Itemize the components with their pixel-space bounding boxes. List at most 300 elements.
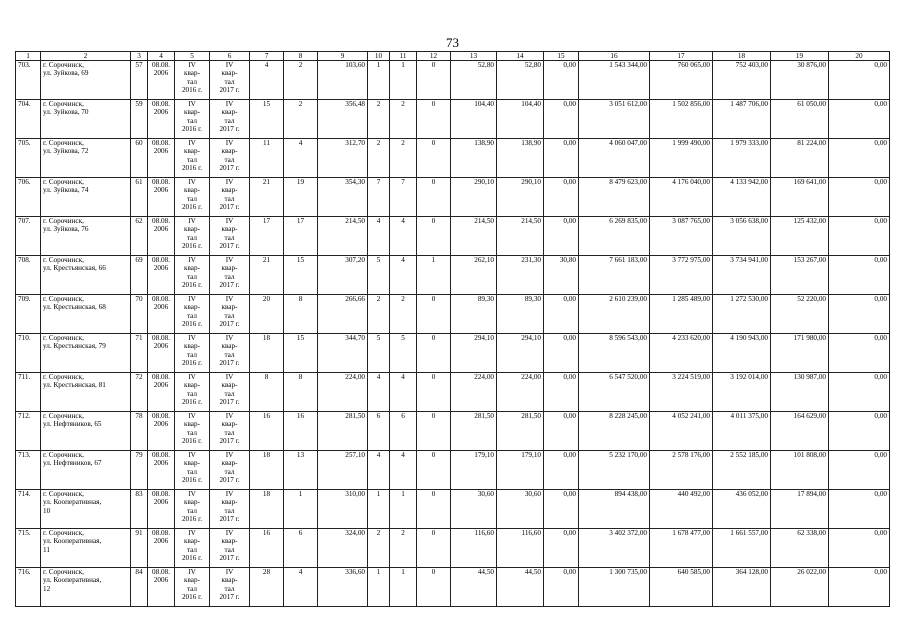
end-quarter-line: квар-: [221, 303, 238, 312]
col17-cell: 2 578 176,00: [650, 451, 713, 490]
col15-cell: 0,00: [544, 412, 579, 451]
address-line: г. Сорочинск,: [43, 490, 84, 498]
date-cell: [148, 61, 175, 100]
col18-cell: 1 979 333,00: [713, 139, 771, 178]
address-cell: [41, 217, 131, 256]
end-quarter-line: 2017 г.: [219, 358, 240, 367]
start-quarter-line: IV: [188, 295, 196, 303]
address-cell: [41, 568, 131, 607]
end-quarter-line: IV: [225, 412, 234, 420]
table-row: [16, 490, 890, 529]
col7-cell: 11: [250, 139, 284, 178]
col13-cell: 262,10: [451, 256, 497, 295]
row-number-cell: 704.: [16, 100, 41, 139]
end-quarter-cell: [210, 256, 250, 295]
data-table: [15, 51, 890, 607]
start-quarter-line: квар-: [184, 264, 200, 273]
end-quarter-line: IV: [225, 217, 234, 225]
column-header-14: 14: [497, 52, 544, 61]
col11-cell: 2: [390, 100, 417, 139]
col18-cell: 4 011 375,00: [713, 412, 771, 451]
address-cell: [41, 178, 131, 217]
col3-cell: 79: [131, 451, 148, 490]
start-quarter-line: тал: [186, 311, 198, 320]
col13-cell: 89,30: [451, 295, 497, 334]
end-quarter-line: тал: [224, 545, 235, 554]
col19-cell: 164 629,00: [771, 412, 829, 451]
col3-cell: 69: [131, 256, 148, 295]
start-quarter-line: IV: [188, 256, 196, 264]
start-quarter-line: тал: [186, 545, 198, 554]
date-line: 2006: [153, 498, 169, 507]
col12-cell: 0: [417, 529, 451, 568]
col8-cell: 8: [284, 295, 318, 334]
col7-cell: 15: [250, 100, 284, 139]
col8-cell: 4: [284, 139, 318, 178]
col8-cell: 13: [284, 451, 318, 490]
col20-cell: 0,00: [829, 100, 890, 139]
address-cell: [41, 529, 131, 568]
start-quarter-line: 2016 г.: [181, 592, 203, 601]
end-quarter-line: квар-: [221, 381, 238, 390]
column-header-4: 4: [148, 52, 175, 61]
end-quarter-line: IV: [225, 568, 234, 576]
end-quarter-cell: [210, 100, 250, 139]
date-cell: [148, 178, 175, 217]
start-quarter-line: IV: [188, 139, 196, 147]
col10-cell: 1: [368, 490, 390, 529]
address-line: ул. Зуйкова, 76: [43, 225, 89, 234]
end-quarter-line: IV: [225, 100, 234, 108]
start-quarter-cell: [175, 178, 210, 217]
start-quarter-line: IV: [188, 568, 196, 576]
col10-cell: 2: [368, 100, 390, 139]
date-line: 2006: [153, 420, 169, 429]
row-number-cell: 703.: [16, 61, 41, 100]
end-quarter-cell: [210, 295, 250, 334]
address-line: ул. Нефтяников, 65: [43, 420, 102, 429]
address-line: г. Сорочинск,: [43, 529, 84, 537]
start-quarter-cell: [175, 139, 210, 178]
address-cell: [41, 490, 131, 529]
row-number-cell: 713.: [16, 451, 41, 490]
column-header-3: 3: [131, 52, 148, 61]
total-cost-cell: 894 438,00: [579, 490, 650, 529]
date-line: 2006: [153, 147, 169, 156]
end-quarter-line: 2017 г.: [219, 553, 240, 562]
col10-cell: 4: [368, 217, 390, 256]
col19-cell: 81 224,00: [771, 139, 829, 178]
start-quarter-cell: [175, 217, 210, 256]
end-quarter-cell: [210, 490, 250, 529]
date-line: 08.08.: [152, 178, 170, 186]
col20-cell: 0,00: [829, 490, 890, 529]
start-quarter-line: 2016 г.: [181, 163, 203, 172]
col12-cell: 0: [417, 178, 451, 217]
col13-cell: 179,10: [451, 451, 497, 490]
end-quarter-line: 2017 г.: [219, 319, 240, 328]
col18-cell: 752 403,00: [713, 61, 771, 100]
start-quarter-line: квар-: [184, 537, 200, 546]
start-quarter-line: 2016 г.: [181, 397, 203, 406]
start-quarter-line: тал: [186, 194, 198, 203]
start-quarter-line: квар-: [184, 69, 200, 78]
date-line: 08.08.: [152, 139, 170, 147]
address-cell: [41, 295, 131, 334]
date-line: 2006: [153, 69, 169, 78]
column-header-8: 8: [284, 52, 318, 61]
date-cell: [148, 451, 175, 490]
col15-cell: 0,00: [544, 61, 579, 100]
row-number-cell: 709.: [16, 295, 41, 334]
end-quarter-line: тал: [224, 155, 235, 164]
address-cell: [41, 373, 131, 412]
col10-cell: 2: [368, 139, 390, 178]
start-quarter-line: IV: [188, 451, 196, 459]
area-cell: 336,60: [318, 568, 368, 607]
col15-cell: 0,00: [544, 178, 579, 217]
end-quarter-cell: [210, 373, 250, 412]
col14-cell: 281,50: [497, 412, 544, 451]
end-quarter-line: тал: [224, 116, 235, 125]
address-line: ул. Зуйкова, 74: [43, 186, 89, 195]
date-line: 08.08.: [152, 490, 170, 498]
address-line: 10: [43, 506, 51, 515]
address-line: ул. Крестьянская, 79: [43, 342, 106, 351]
end-quarter-cell: [210, 568, 250, 607]
col18-cell: 1 661 557,00: [713, 529, 771, 568]
col11-cell: 7: [390, 178, 417, 217]
col12-cell: 0: [417, 100, 451, 139]
area-cell: 266,66: [318, 295, 368, 334]
date-cell: [148, 412, 175, 451]
end-quarter-line: тал: [224, 428, 235, 437]
end-quarter-line: 2017 г.: [219, 241, 240, 250]
end-quarter-line: квар-: [221, 537, 238, 546]
col20-cell: 0,00: [829, 256, 890, 295]
table-row: [16, 256, 890, 295]
column-header-13: 13: [451, 52, 497, 61]
col19-cell: 169 641,00: [771, 178, 829, 217]
col3-cell: 83: [131, 490, 148, 529]
col3-cell: 57: [131, 61, 148, 100]
col8-cell: 8: [284, 373, 318, 412]
end-quarter-line: квар-: [221, 264, 238, 273]
end-quarter-line: тал: [224, 311, 235, 320]
col17-cell: 3 224 519,00: [650, 373, 713, 412]
total-cost-cell: 6 269 835,00: [579, 217, 650, 256]
row-number-cell: 716.: [16, 568, 41, 607]
col8-cell: 17: [284, 217, 318, 256]
column-header-16: 16: [579, 52, 650, 61]
row-number-cell: 714.: [16, 490, 41, 529]
col12-cell: 0: [417, 334, 451, 373]
column-header-5: 5: [175, 52, 210, 61]
col3-cell: 78: [131, 412, 148, 451]
end-quarter-line: квар-: [221, 147, 238, 156]
total-cost-cell: 8 228 245,00: [579, 412, 650, 451]
end-quarter-line: IV: [225, 334, 234, 342]
col18-cell: 1 487 706,00: [713, 100, 771, 139]
col17-cell: 1 678 477,00: [650, 529, 713, 568]
col13-cell: 138,90: [451, 139, 497, 178]
date-line: 08.08.: [152, 373, 170, 381]
col12-cell: 0: [417, 295, 451, 334]
end-quarter-cell: [210, 178, 250, 217]
address-cell: [41, 256, 131, 295]
address-cell: [41, 139, 131, 178]
total-cost-cell: 1 300 735,00: [579, 568, 650, 607]
start-quarter-cell: [175, 61, 210, 100]
start-quarter-cell: [175, 256, 210, 295]
col17-cell: 640 585,00: [650, 568, 713, 607]
total-cost-cell: 3 402 372,00: [579, 529, 650, 568]
col14-cell: 30,60: [497, 490, 544, 529]
start-quarter-line: квар-: [184, 108, 200, 117]
col12-cell: 0: [417, 61, 451, 100]
start-quarter-line: IV: [188, 217, 196, 225]
col8-cell: 6: [284, 529, 318, 568]
col19-cell: 61 050,00: [771, 100, 829, 139]
start-quarter-line: тал: [186, 467, 198, 476]
end-quarter-line: квар-: [221, 420, 238, 429]
col18-cell: 3 056 638,00: [713, 217, 771, 256]
col14-cell: 294,10: [497, 334, 544, 373]
col19-cell: 125 432,00: [771, 217, 829, 256]
end-quarter-line: 2017 г.: [219, 436, 240, 445]
col15-cell: 0,00: [544, 451, 579, 490]
date-cell: [148, 529, 175, 568]
col11-cell: 2: [390, 295, 417, 334]
date-line: 08.08.: [152, 295, 170, 303]
col13-cell: 116,60: [451, 529, 497, 568]
col10-cell: 4: [368, 373, 390, 412]
start-quarter-line: тал: [186, 155, 198, 164]
date-line: 08.08.: [152, 451, 170, 459]
col15-cell: 0,00: [544, 139, 579, 178]
end-quarter-line: IV: [225, 256, 234, 264]
date-cell: [148, 100, 175, 139]
col7-cell: 28: [250, 568, 284, 607]
end-quarter-line: квар-: [221, 342, 238, 351]
col17-cell: 4 176 040,00: [650, 178, 713, 217]
header-row: [16, 52, 890, 61]
column-header-6: 6: [210, 52, 250, 61]
table-row: [16, 178, 890, 217]
start-quarter-line: 2016 г.: [181, 358, 203, 367]
end-quarter-line: 2017 г.: [219, 124, 240, 133]
col11-cell: 4: [390, 451, 417, 490]
col12-cell: 0: [417, 139, 451, 178]
area-cell: 354,30: [318, 178, 368, 217]
date-line: 2006: [153, 108, 169, 117]
end-quarter-line: 2017 г.: [219, 202, 240, 211]
start-quarter-line: квар-: [184, 576, 200, 585]
end-quarter-line: тал: [224, 194, 235, 203]
date-line: 2006: [153, 576, 169, 585]
col15-cell: 0,00: [544, 529, 579, 568]
address-line: г. Сорочинск,: [43, 217, 84, 225]
start-quarter-line: 2016 г.: [181, 280, 203, 289]
total-cost-cell: 4 060 047,00: [579, 139, 650, 178]
col7-cell: 4: [250, 61, 284, 100]
column-header-19: 19: [771, 52, 829, 61]
total-cost-cell: 2 610 239,00: [579, 295, 650, 334]
col12-cell: 0: [417, 373, 451, 412]
col17-cell: 760 065,00: [650, 61, 713, 100]
column-header-7: 7: [250, 52, 284, 61]
start-quarter-line: тал: [186, 116, 198, 125]
col13-cell: 30,60: [451, 490, 497, 529]
end-quarter-line: квар-: [221, 459, 238, 468]
total-cost-cell: 3 051 612,00: [579, 100, 650, 139]
column-header-20: 20: [829, 52, 890, 61]
col12-cell: 0: [417, 412, 451, 451]
col17-cell: 3 087 765,00: [650, 217, 713, 256]
col8-cell: 16: [284, 412, 318, 451]
end-quarter-line: IV: [225, 178, 234, 186]
start-quarter-line: квар-: [184, 420, 200, 429]
end-quarter-line: 2017 г.: [219, 592, 240, 601]
total-cost-cell: 7 661 183,00: [579, 256, 650, 295]
end-quarter-line: квар-: [221, 186, 238, 195]
table-row: [16, 100, 890, 139]
col18-cell: 4 133 942,00: [713, 178, 771, 217]
date-line: 2006: [153, 537, 169, 546]
table-row: [16, 334, 890, 373]
col14-cell: 104,40: [497, 100, 544, 139]
table-row: [16, 139, 890, 178]
end-quarter-cell: [210, 334, 250, 373]
col15-cell: 0,00: [544, 373, 579, 412]
col8-cell: 15: [284, 256, 318, 295]
address-line: г. Сорочинск,: [43, 61, 84, 69]
start-quarter-line: квар-: [184, 225, 200, 234]
end-quarter-line: тал: [224, 272, 235, 281]
row-number-cell: 707.: [16, 217, 41, 256]
address-cell: [41, 61, 131, 100]
end-quarter-line: тал: [224, 350, 235, 359]
end-quarter-line: тал: [224, 389, 235, 398]
col19-cell: 101 808,00: [771, 451, 829, 490]
column-header-17: 17: [650, 52, 713, 61]
col19-cell: 17 894,00: [771, 490, 829, 529]
end-quarter-line: квар-: [221, 498, 238, 507]
end-quarter-cell: [210, 139, 250, 178]
address-cell: [41, 334, 131, 373]
address-line: г. Сорочинск,: [43, 412, 84, 420]
col15-cell: 0,00: [544, 217, 579, 256]
col8-cell: 4: [284, 568, 318, 607]
start-quarter-line: IV: [188, 529, 196, 537]
col3-cell: 91: [131, 529, 148, 568]
column-header-15: 15: [544, 52, 579, 61]
col19-cell: 130 987,00: [771, 373, 829, 412]
col18-cell: 3 192 014,00: [713, 373, 771, 412]
row-number-cell: 708.: [16, 256, 41, 295]
column-header-18: 18: [713, 52, 771, 61]
row-number-cell: 710.: [16, 334, 41, 373]
col10-cell: 5: [368, 334, 390, 373]
col20-cell: 0,00: [829, 178, 890, 217]
start-quarter-line: 2016 г.: [181, 319, 203, 328]
address-line: ул. Крестьянская, 66: [43, 264, 106, 273]
col17-cell: 1 285 489,00: [650, 295, 713, 334]
area-cell: 257,10: [318, 451, 368, 490]
col19-cell: 52 220,00: [771, 295, 829, 334]
column-header-2: 2: [41, 52, 131, 61]
address-line: г. Сорочинск,: [43, 373, 84, 381]
col11-cell: 1: [390, 61, 417, 100]
end-quarter-cell: [210, 529, 250, 568]
col19-cell: 153 267,00: [771, 256, 829, 295]
start-quarter-line: 2016 г.: [181, 241, 203, 250]
col11-cell: 4: [390, 256, 417, 295]
address-line: г. Сорочинск,: [43, 334, 84, 342]
col8-cell: 2: [284, 100, 318, 139]
col20-cell: 0,00: [829, 529, 890, 568]
col20-cell: 0,00: [829, 295, 890, 334]
start-quarter-line: тал: [186, 350, 198, 359]
column-header-9: 9: [318, 52, 368, 61]
col14-cell: 52,80: [497, 61, 544, 100]
start-quarter-line: тал: [186, 389, 198, 398]
col8-cell: 2: [284, 61, 318, 100]
address-line: ул. Кооперативная,: [43, 498, 102, 507]
col18-cell: 4 190 943,00: [713, 334, 771, 373]
start-quarter-line: квар-: [184, 381, 200, 390]
date-line: 2006: [153, 264, 169, 273]
col14-cell: 116,60: [497, 529, 544, 568]
col20-cell: 0,00: [829, 139, 890, 178]
area-cell: 312,70: [318, 139, 368, 178]
table-row: [16, 217, 890, 256]
total-cost-cell: 6 547 520,00: [579, 373, 650, 412]
col19-cell: 26 022,00: [771, 568, 829, 607]
col15-cell: 0,00: [544, 568, 579, 607]
end-quarter-cell: [210, 451, 250, 490]
col10-cell: 1: [368, 568, 390, 607]
col3-cell: 70: [131, 295, 148, 334]
table-row: [16, 529, 890, 568]
end-quarter-cell: [210, 61, 250, 100]
col15-cell: 0,00: [544, 490, 579, 529]
date-line: 08.08.: [152, 217, 170, 225]
col14-cell: 44,50: [497, 568, 544, 607]
end-quarter-line: тал: [224, 233, 235, 242]
col14-cell: 138,90: [497, 139, 544, 178]
start-quarter-cell: [175, 100, 210, 139]
col13-cell: 281,50: [451, 412, 497, 451]
col18-cell: 436 052,00: [713, 490, 771, 529]
end-quarter-line: тал: [224, 584, 235, 593]
date-cell: [148, 490, 175, 529]
row-number-cell: 705.: [16, 139, 41, 178]
col17-cell: 440 492,00: [650, 490, 713, 529]
end-quarter-cell: [210, 217, 250, 256]
col7-cell: 16: [250, 529, 284, 568]
col13-cell: 214,50: [451, 217, 497, 256]
col14-cell: 179,10: [497, 451, 544, 490]
total-cost-cell: 8 479 623,00: [579, 178, 650, 217]
col17-cell: 1 999 490,00: [650, 139, 713, 178]
table-row: [16, 295, 890, 334]
table-row: [16, 373, 890, 412]
address-line: г. Сорочинск,: [43, 178, 84, 186]
col3-cell: 71: [131, 334, 148, 373]
area-cell: 281,50: [318, 412, 368, 451]
area-cell: 310,00: [318, 490, 368, 529]
